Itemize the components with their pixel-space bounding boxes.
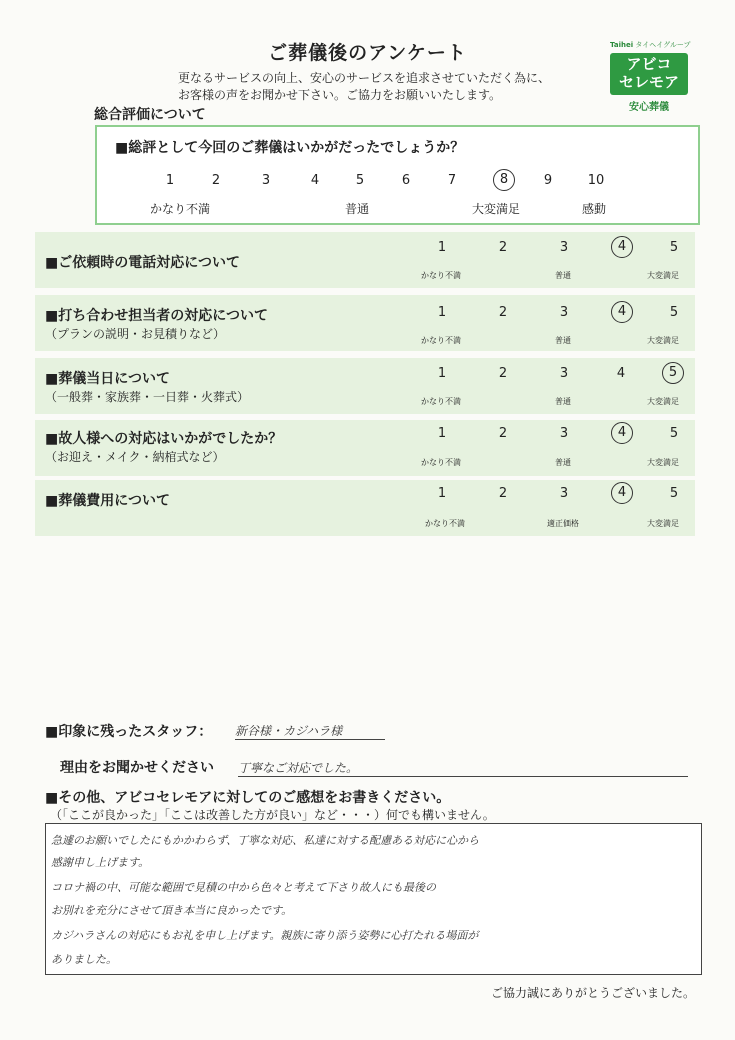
logo-tagline: 安心葬儀 <box>629 102 669 113</box>
overall-option-6[interactable]: 6 <box>401 173 411 188</box>
q2-label-low: かなり不満 <box>421 336 461 345</box>
overall-label-normal: 普通 <box>345 202 370 216</box>
logo-company-kana: タイヘイグループ <box>635 41 691 49</box>
overall-option-1[interactable]: 1 <box>165 173 175 188</box>
question-row-planner <box>35 295 695 351</box>
q5-option-4-selected[interactable]: 4 <box>611 482 633 504</box>
q1-label-high: 大変満足 <box>647 271 679 280</box>
q1-option-4-selected[interactable]: 4 <box>611 236 633 258</box>
q4-label-high: 大変満足 <box>647 458 679 467</box>
question-subtitle: （プランの説明・お見積りなど） <box>45 327 226 341</box>
q3-option-5-selected[interactable]: 5 <box>662 362 684 384</box>
overall-rating-box <box>95 125 700 225</box>
comment-line: コロナ禍の中、可能な範囲で見積の中から色々と考えて下さり故人にも最後の <box>51 881 436 894</box>
intro-text <box>178 70 550 104</box>
question-row-cost <box>35 480 695 536</box>
q2-option-2[interactable]: 2 <box>498 305 508 320</box>
q4-option-4-selected[interactable]: 4 <box>611 422 633 444</box>
reason-label: 理由をお聞かせください <box>60 760 214 776</box>
overall-option-7[interactable]: 7 <box>447 173 457 188</box>
comments-field[interactable] <box>45 823 702 975</box>
q1-label-low: かなり不満 <box>421 271 461 280</box>
q5-label-high: 大変満足 <box>647 519 679 528</box>
overall-label-very-satisfied: 大変満足 <box>472 202 521 216</box>
q3-option-3[interactable]: 3 <box>559 366 569 381</box>
q3-label-high: 大変満足 <box>647 397 679 406</box>
question-subtitle: （一般葬・家族葬・一日葬・火葬式） <box>45 390 250 404</box>
comment-line: お別れを充分にさせて頂き本当に良かったです。 <box>51 904 293 917</box>
comment-line: カジハラさんの対応にもお礼を申し上げます。親族に寄り添う姿勢に心打たれる場面が <box>51 929 479 942</box>
logo-company-en: Taihei <box>610 41 634 49</box>
question-row-deceased-care <box>35 420 695 476</box>
question-title: ■葬儀当日について <box>45 371 170 387</box>
reason-field[interactable]: 丁寧なご対応でした。 <box>238 759 688 777</box>
overall-option-2[interactable]: 2 <box>211 173 221 188</box>
q2-option-5[interactable]: 5 <box>669 305 679 320</box>
q3-option-1[interactable]: 1 <box>437 366 447 381</box>
q3-option-4[interactable]: 4 <box>616 366 626 381</box>
q4-option-1[interactable]: 1 <box>437 426 447 441</box>
comment-line: ありました。 <box>51 953 117 966</box>
q5-label-mid: 適正価格 <box>547 519 579 528</box>
staff-field[interactable]: 新谷様・カジハラ様 <box>235 722 385 740</box>
intro-line-1: 更なるサービスの向上、安心のサービスを追求させていただく為に、 <box>178 71 551 85</box>
overall-label-moved: 感動 <box>582 202 607 216</box>
overall-option-4[interactable]: 4 <box>310 173 320 188</box>
q1-option-5[interactable]: 5 <box>669 240 679 255</box>
logo-brand-box <box>610 53 688 95</box>
question-subtitle: （お迎え・メイク・納棺式など） <box>45 450 225 464</box>
question-title: ■打ち合わせ担当者の対応について <box>45 308 268 324</box>
q1-option-1[interactable]: 1 <box>437 240 447 255</box>
q2-option-3[interactable]: 3 <box>559 305 569 320</box>
question-row-phone <box>35 232 695 288</box>
overall-option-8-selected[interactable]: 8 <box>493 169 515 191</box>
overall-option-3[interactable]: 3 <box>261 173 271 188</box>
question-title: ■故人様への対応はいかがでしたか？ <box>45 431 283 447</box>
q2-option-4-selected[interactable]: 4 <box>611 301 633 323</box>
overall-option-9[interactable]: 9 <box>543 173 553 188</box>
q4-label-low: かなり不満 <box>421 458 461 467</box>
q2-label-high: 大変満足 <box>647 336 679 345</box>
thanks-footer: ご協力誠にありがとうございました。 <box>490 986 695 1000</box>
page-title: ご葬儀後のアンケート <box>268 42 467 64</box>
q5-option-2[interactable]: 2 <box>498 486 508 501</box>
q1-option-2[interactable]: 2 <box>498 240 508 255</box>
q4-option-5[interactable]: 5 <box>669 426 679 441</box>
q2-option-1[interactable]: 1 <box>437 305 447 320</box>
question-title: ■ご依頼時の電話対応について <box>45 255 240 271</box>
intro-line-2: お客様の声をお聞かせ下さい。ご協力をお願いいたします。 <box>178 88 502 102</box>
comment-line: 感謝申し上げます。 <box>51 856 150 869</box>
overall-label-very-unsatisfied: かなり不満 <box>150 202 211 216</box>
question-title: ■葬儀費用について <box>45 493 170 509</box>
comment-line: 急遽のお願いでしたにもかかわらず、丁寧な対応、私達に対する配慮ある対応に心から <box>51 834 480 847</box>
staff-label: ■印象に残ったスタッフ： <box>45 724 213 740</box>
overall-option-5[interactable]: 5 <box>355 173 365 188</box>
overall-option-10[interactable]: 10 <box>587 173 605 188</box>
q3-label-low: かなり不満 <box>421 397 461 406</box>
company-logo <box>610 40 696 113</box>
q4-label-mid: 普通 <box>555 458 571 467</box>
question-row-funeral-day <box>35 358 695 414</box>
overall-section-label: 総合評価について <box>94 107 206 123</box>
comments-label: ■その他、アビコセレモアに対してのご感想をお書きください。 <box>45 790 451 806</box>
q5-option-5[interactable]: 5 <box>669 486 679 501</box>
q3-option-2[interactable]: 2 <box>498 366 508 381</box>
overall-question: ■総評として今回のご葬儀はいかがだったでしょうか？ <box>115 140 465 156</box>
q4-option-2[interactable]: 2 <box>498 426 508 441</box>
logo-brand-line1: アビコ <box>626 55 672 73</box>
q2-label-mid: 普通 <box>555 336 571 345</box>
q5-option-3[interactable]: 3 <box>559 486 569 501</box>
q1-option-3[interactable]: 3 <box>559 240 569 255</box>
q4-option-3[interactable]: 3 <box>559 426 569 441</box>
q5-label-low: かなり不満 <box>425 519 465 528</box>
comments-sublabel: （「ここが良かった」「ここは改善した方が良い」など・・・）何でも構いません。 <box>50 808 495 822</box>
q3-label-mid: 普通 <box>555 397 571 406</box>
logo-brand-line2: セレモア <box>618 73 679 91</box>
q5-option-1[interactable]: 1 <box>437 486 447 501</box>
q1-label-mid: 普通 <box>555 271 571 280</box>
